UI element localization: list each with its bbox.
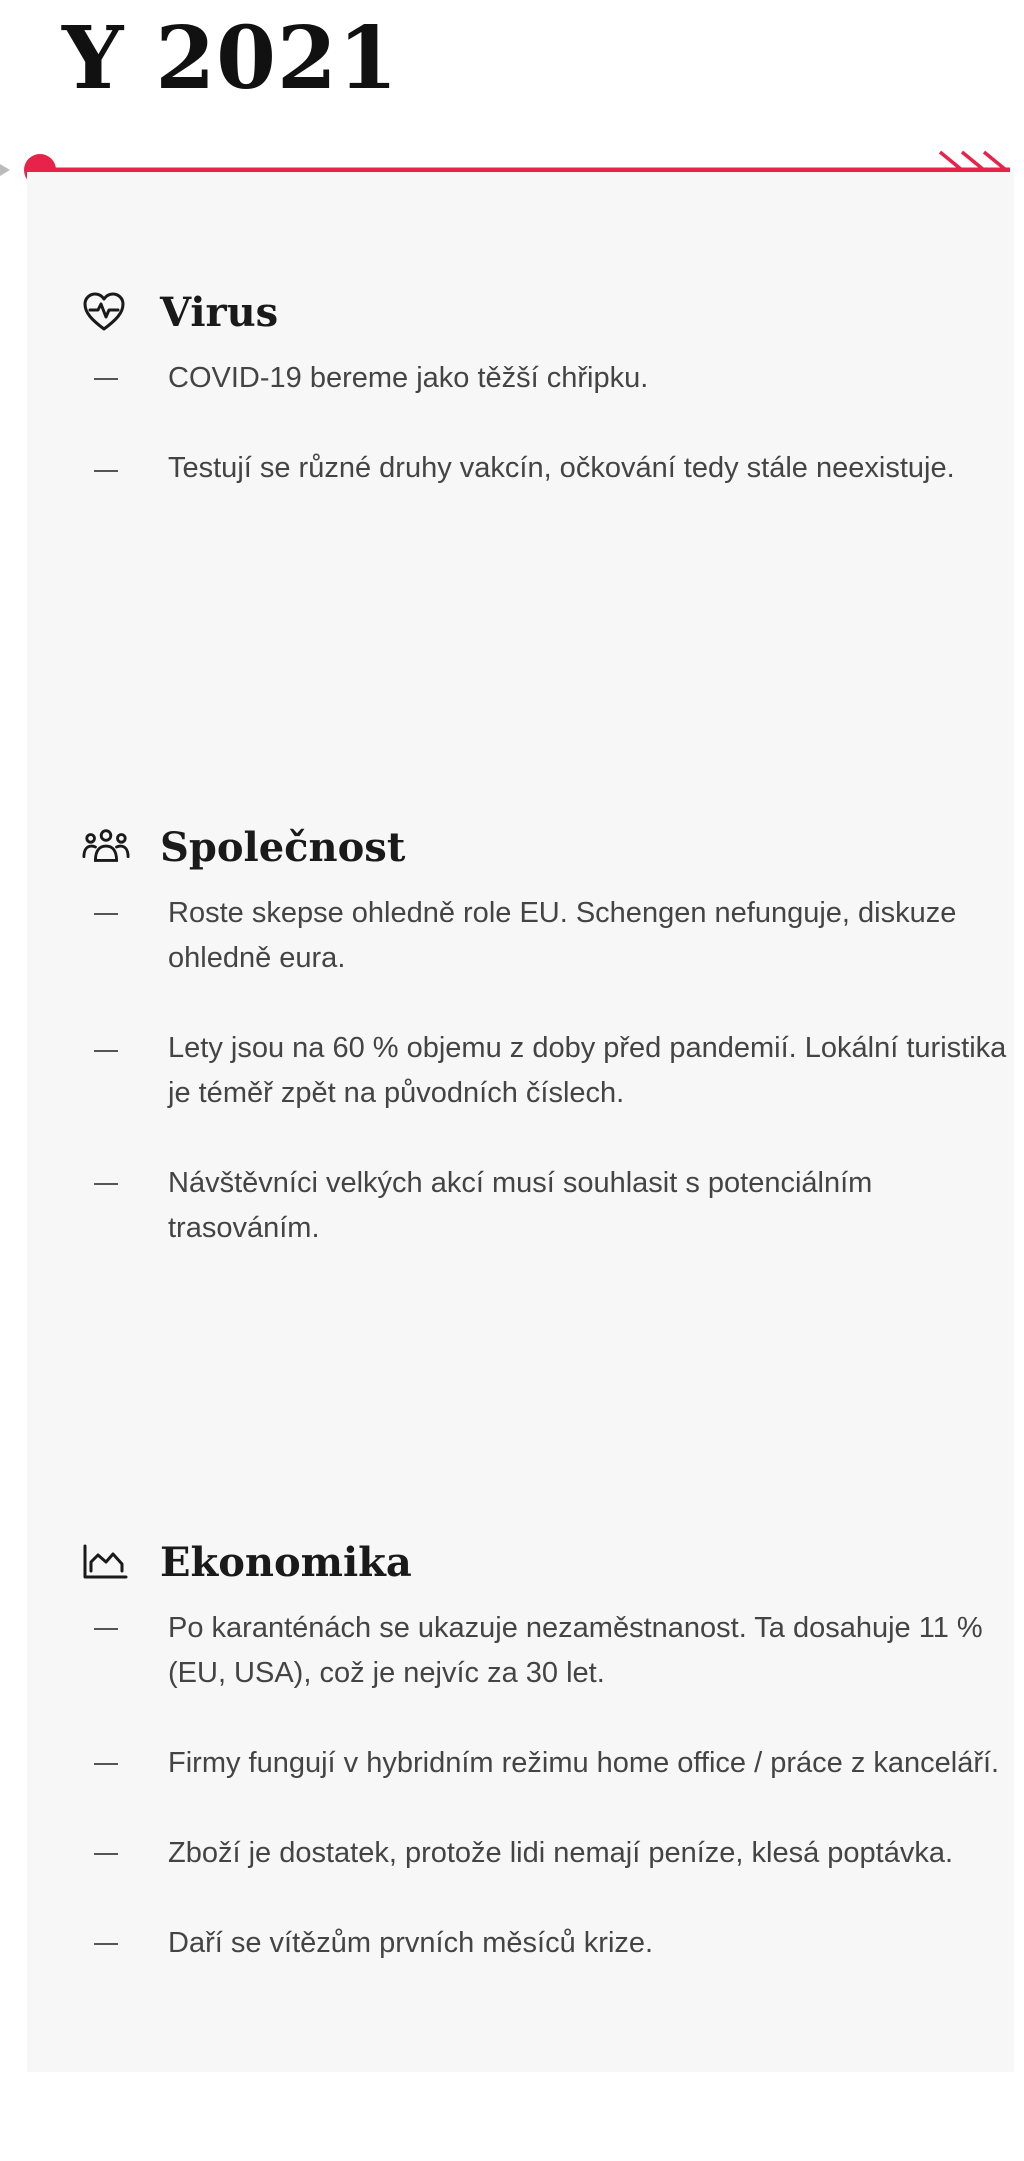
list-item-text: Návštěvníci velkých akcí musí souhlasit s potenciálním trasováním. (168, 1167, 873, 1244)
dash-bullet (94, 1853, 118, 1855)
list-item-text: COVID-19 bereme jako těžší chřipku. (168, 362, 649, 394)
area-chart-icon (82, 1538, 130, 1586)
section-header (82, 282, 1012, 342)
section-virus (82, 282, 1012, 491)
section-header (82, 1532, 1012, 1592)
bullet-list (82, 891, 1012, 1251)
dash-bullet (94, 1050, 118, 1052)
section-title: Ekonomika (160, 1538, 412, 1586)
list-item (82, 1831, 1012, 1876)
dash-bullet (94, 1628, 118, 1630)
dash-bullet (94, 913, 118, 915)
list-item-text: Lety jsou na 60 % objemu z doby před pandemií. Lokální turistika je téměř zpět na původních číslech. (168, 1032, 1007, 1109)
section-ekonomika (82, 1532, 1012, 1966)
heart-pulse-icon (82, 288, 130, 336)
list-item (82, 1606, 1012, 1696)
dash-bullet (94, 1763, 118, 1765)
dash-bullet (94, 1183, 118, 1185)
dash-bullet (94, 378, 118, 380)
content-panel (27, 172, 1014, 2072)
timeline-left-arrow-icon (0, 164, 10, 176)
list-item (82, 356, 1012, 401)
list-item (82, 891, 1012, 981)
section-title: Virus (160, 288, 279, 336)
list-item (82, 1026, 1012, 1116)
section-header (82, 817, 1012, 877)
bullet-list (82, 356, 1012, 491)
list-item-text: Daří se vítězům prvních měsíců krize. (168, 1927, 654, 1959)
bullet-list (82, 1606, 1012, 1966)
people-group-icon (82, 823, 130, 871)
list-item (82, 446, 1012, 491)
list-item (82, 1161, 1012, 1251)
list-item-text: Testují se různé druhy vakcín, očkování tedy stále neexistuje. (168, 452, 955, 484)
dash-bullet (94, 1943, 118, 1945)
list-item-text: Firmy fungují v hybridním režimu home office / práce z kanceláří. (168, 1747, 1000, 1779)
page-title: Y 2021 (62, 8, 399, 109)
list-item-text: Po karanténách se ukazuje nezaměstnanost. Ta dosahuje 11 % (EU, USA), což je nejvíc za 30 let. (168, 1612, 983, 1689)
section-title: Společnost (160, 823, 406, 871)
list-item (82, 1921, 1012, 1966)
list-item-text: Roste skepse ohledně role EU. Schengen nefunguje, diskuze ohledně eura. (168, 897, 957, 974)
section-spolecnost (82, 817, 1012, 1251)
list-item-text: Zboží je dostatek, protože lidi nemají peníze, klesá poptávka. (168, 1837, 954, 1869)
list-item (82, 1741, 1012, 1786)
dash-bullet (94, 470, 118, 472)
